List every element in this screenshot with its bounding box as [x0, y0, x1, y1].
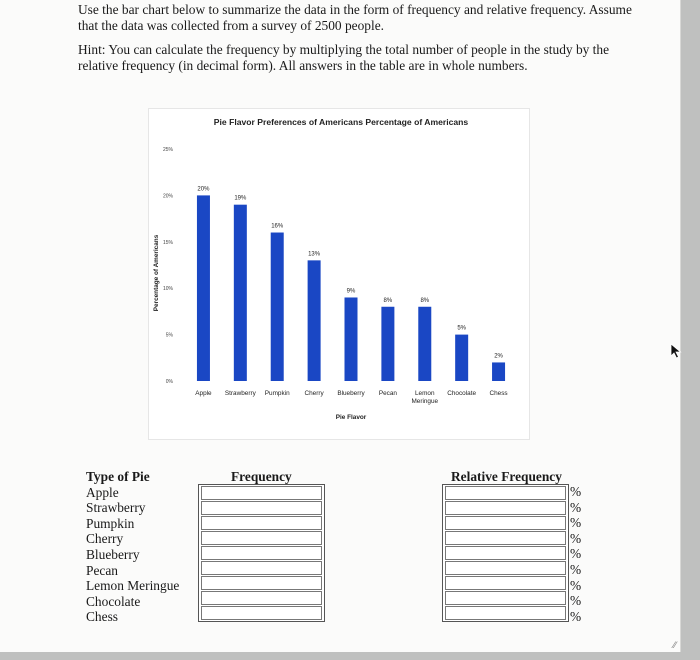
percent-symbol: %: [570, 484, 582, 499]
data-label: 2%: [494, 353, 503, 360]
percent-symbol: %: [570, 577, 582, 593]
pie-type-label: Blueberry: [86, 546, 140, 562]
relative-frequency-input-apple[interactable]: [445, 486, 566, 500]
pie-type-label: Cherry: [86, 531, 124, 547]
y-tick-label: 20%: [162, 193, 173, 200]
frequency-input-chocolate[interactable]: [201, 591, 322, 605]
percent-symbol: %: [570, 546, 582, 562]
relative-frequency-header: Relative Frequency: [451, 469, 562, 484]
x-tick-label: Cherry: [304, 390, 324, 397]
pie-type-label: Apple: [86, 484, 119, 500]
frequency-header: Frequency: [231, 469, 292, 484]
y-axis-label: Percentage of Americans: [153, 234, 160, 312]
data-label: 13%: [308, 251, 321, 258]
x-axis-label: Pie Flavor: [335, 414, 367, 421]
frequency-input-lemon-meringue[interactable]: [201, 576, 322, 590]
relative-frequency-input-pumpkin[interactable]: [445, 516, 566, 530]
pie-type-label: Strawberry: [86, 500, 146, 516]
resize-handle-icon[interactable]: ⁄⁄: [673, 641, 677, 651]
instructions: [78, 2, 638, 82]
frequency-input-pecan[interactable]: [201, 561, 322, 575]
mouse-cursor-icon: [670, 343, 682, 359]
bar-cherry: [308, 260, 321, 381]
percent-symbol-column: [570, 484, 581, 624]
frequency-input-blueberry[interactable]: [201, 546, 322, 560]
bar-chart: [148, 108, 530, 440]
relative-frequency-input-pecan[interactable]: [445, 561, 566, 575]
percent-symbol: %: [570, 593, 582, 609]
bar-apple: [197, 195, 210, 381]
percent-symbol: %: [570, 530, 582, 546]
frequency-input-chess[interactable]: [201, 606, 322, 620]
percent-symbol: %: [570, 561, 582, 577]
bar-chess: [492, 362, 505, 381]
data-label: 8%: [420, 297, 430, 304]
frequency-input-strawberry[interactable]: [201, 501, 322, 515]
relative-frequency-input-chocolate[interactable]: [445, 591, 566, 605]
pie-type-list: [86, 469, 179, 625]
y-tick-label: 5%: [165, 332, 173, 339]
y-tick-label: 25%: [162, 147, 173, 153]
data-label: 5%: [457, 325, 467, 332]
pie-type-label: Chocolate: [86, 593, 141, 609]
relative-frequency-input-blueberry[interactable]: [445, 546, 566, 560]
data-label: 19%: [234, 195, 247, 202]
bar-strawberry: [234, 205, 247, 381]
x-tick-label: Pumpkin: [264, 390, 290, 397]
pie-type-label: Pumpkin: [86, 515, 135, 531]
x-tick-label: Strawberry: [224, 390, 256, 397]
x-tick-label: Chocolate: [447, 390, 477, 397]
frequency-input-pumpkin[interactable]: [201, 516, 322, 530]
frequency-input-apple[interactable]: [201, 486, 322, 500]
relative-frequency-input-cherry[interactable]: [445, 531, 566, 545]
x-tick-label: Lemon: [415, 390, 435, 397]
bar-blueberry: [345, 297, 358, 381]
y-tick-label: 10%: [162, 286, 173, 293]
x-tick-label: Chess: [489, 390, 508, 397]
bar-chocolate: [455, 335, 468, 381]
y-tick-label: 0%: [165, 379, 173, 385]
relative-frequency-input-chess[interactable]: [445, 606, 566, 620]
percent-symbol: %: [570, 515, 582, 531]
x-tick-label: Blueberry: [337, 390, 365, 397]
bar-lemon-meringue: [418, 307, 431, 381]
type-of-pie-header: Type of Pie: [86, 469, 150, 484]
pie-type-label: Chess: [86, 609, 118, 625]
data-label: 20%: [197, 186, 210, 193]
x-tick-label: Apple: [195, 390, 212, 397]
frequency-column: [198, 484, 325, 622]
percent-symbol: %: [570, 499, 582, 515]
chart-title: Pie Flavor Preferences of Americans Percentage of Americans: [213, 117, 469, 127]
data-label: 16%: [271, 223, 284, 230]
bar-pecan: [381, 307, 394, 381]
pie-type-label: Pecan: [86, 562, 118, 578]
y-tick-label: 15%: [162, 239, 173, 246]
x-tick-label: Meringue: [411, 398, 439, 405]
pie-type-label: Lemon Meringue: [86, 578, 180, 594]
relative-frequency-column: [442, 484, 569, 622]
data-label: 9%: [346, 288, 356, 295]
frequency-input-cherry[interactable]: [201, 531, 322, 545]
x-tick-label: Pecan: [378, 390, 397, 397]
bar-pumpkin: [271, 233, 284, 381]
percent-symbol: %: [570, 608, 582, 624]
relative-frequency-input-strawberry[interactable]: [445, 501, 566, 515]
instructions-paragraph-1: Use the bar chart below to summarize the data in the form of frequency and relative frequency. Assume that the data was collected from a survey of 2500 people.: [78, 2, 632, 33]
bar-chart-svg: [149, 109, 529, 439]
instructions-hint: Hint: You can calculate the frequency by multiplying the total number of people in the study by the relative frequency (in decimal form). All answers in the table are in whole numbers.: [78, 42, 610, 73]
data-label: 8%: [383, 297, 393, 304]
relative-frequency-input-lemon-meringue[interactable]: [445, 576, 566, 590]
